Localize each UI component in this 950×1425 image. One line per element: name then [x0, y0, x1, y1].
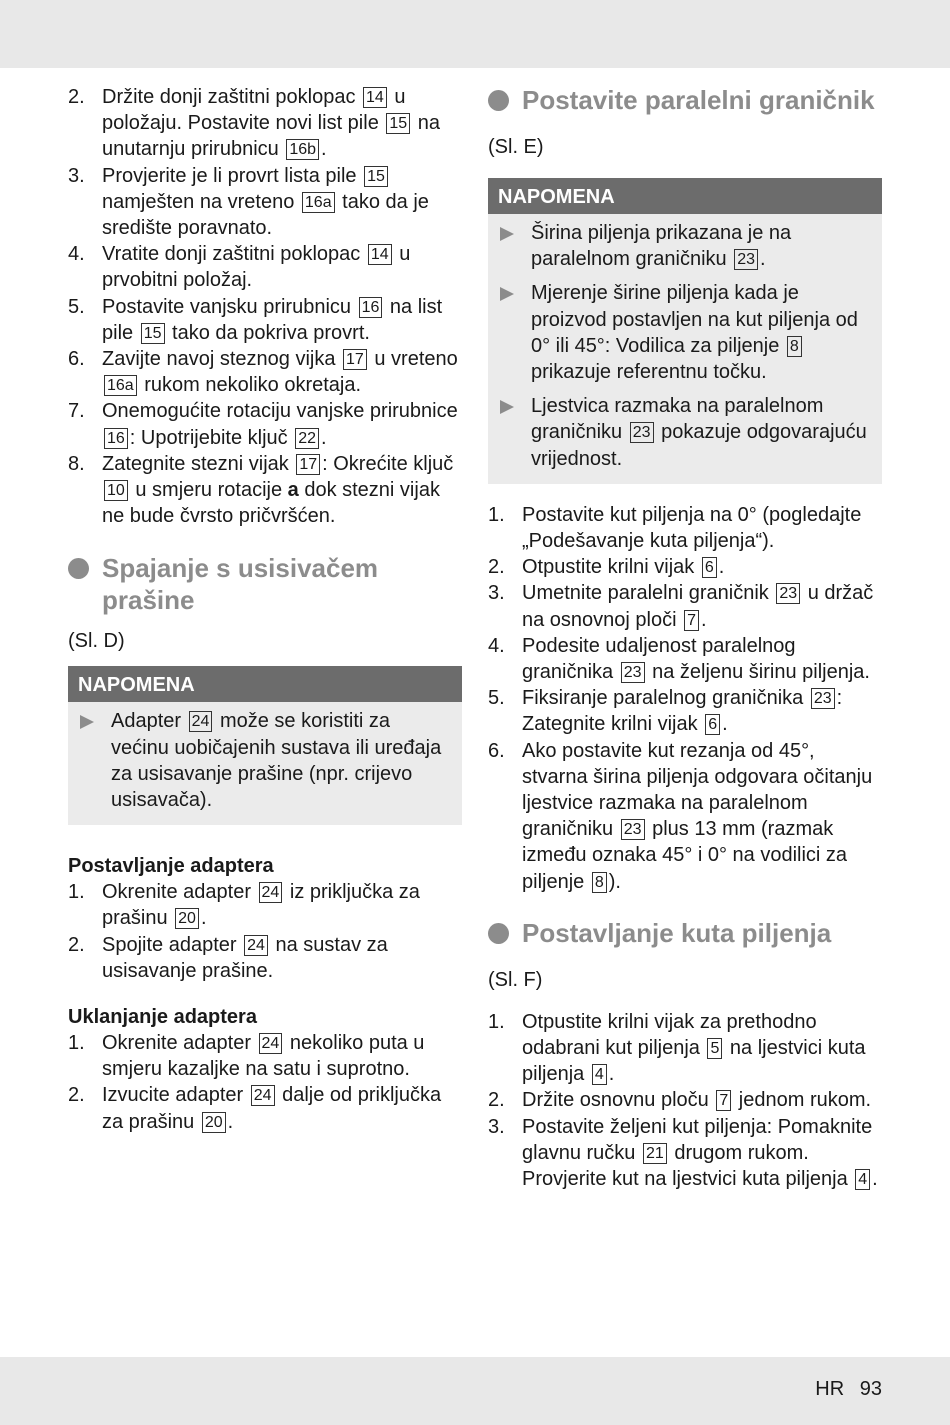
step-text: Otpustite krilni vijak za prethodno odabrani kut piljenja 5 na ljestvici kuta piljenja 4 .: [522, 1010, 866, 1086]
reference-number-box: 8: [787, 336, 802, 357]
list-item: [488, 738, 882, 895]
list-item: [68, 932, 462, 984]
bevel-angle-steps: [488, 1009, 882, 1192]
step-number: 6.: [68, 348, 85, 371]
step-text: Izvucite adapter 24 dalje od priključka za prašinu 20 .: [102, 1084, 442, 1133]
parallel-guide-steps: [488, 502, 882, 895]
reference-number-box: 24: [189, 711, 213, 732]
step-text: Zategnite stezni vijak 17 : Okrećite ključ 10 u smjeru rotacije a dok stezni vijak ne bude čvrsto pričvršćen.: [102, 452, 454, 528]
note-box: [68, 666, 462, 825]
note-text: Ljestvica razmaka na paralelnom graničniku 23 pokazuje odgovarajuću vrijednost.: [531, 395, 867, 470]
step-number: 1.: [488, 503, 505, 526]
step-text: Postavite željeni kut piljenja: Pomaknite glavnu ručku 21 drugom rukom. Provjerite kut na ljestvici kuta piljenja 4 .: [522, 1115, 878, 1191]
reference-number-box: 22: [295, 428, 319, 449]
step-text: Umetnite paralelni graničnik 23 u držač na osnovnoj ploči 7 .: [522, 582, 874, 631]
step-text: Držite donji zaštitni poklopac 14 u položaju. Postavite novi list pile 15 na unutarnju prirubnicu 16b .: [102, 86, 440, 161]
reference-number-box: 7: [716, 1090, 731, 1111]
reference-number-box: 21: [643, 1143, 667, 1164]
step-number: 1.: [68, 1032, 85, 1055]
list-item: [488, 554, 882, 580]
step-number: 1.: [488, 1010, 505, 1033]
attach-adapter-steps: [68, 879, 462, 984]
reference-number-box: 24: [244, 935, 268, 956]
step-text: Vratite donji zaštitni poklopac 14 u prvobitni položaj.: [102, 243, 411, 292]
step-number: 2.: [68, 933, 85, 956]
reference-number-box: 15: [141, 323, 165, 344]
note-text: Mjerenje širine piljenja kada je proizvod postavljen na kut piljenja od 0° ili 45°: Vodilica za piljenje 8 prikazuje referentnu točku.: [531, 282, 858, 384]
reference-number-box: 15: [364, 166, 388, 187]
step-number: 2.: [488, 1089, 505, 1112]
step-number: 6.: [488, 739, 505, 762]
reference-number-box: 14: [363, 87, 387, 108]
note-list: [488, 214, 882, 484]
reference-number-box: 20: [175, 908, 199, 929]
section-title-parallel-guide: Postavite paralelni graničnik: [488, 84, 882, 116]
reference-number-box: 20: [202, 1112, 226, 1133]
section-title-dust-extraction: Spajanje s usisivačem prašine: [68, 552, 462, 616]
step-text: Zavijte navoj steznog vijka 17 u vreteno 16a rukom nekoliko okretaja.: [102, 348, 458, 397]
step-number: 3.: [488, 1115, 505, 1138]
list-item: [68, 241, 462, 293]
note-item: [498, 220, 872, 272]
reference-number-box: 4: [592, 1064, 607, 1085]
list-item: [488, 580, 882, 632]
figure-reference: (Sl. D): [68, 630, 125, 653]
note-list: [68, 702, 462, 825]
step-number: 2.: [68, 86, 85, 108]
reference-number-box: 16a: [302, 192, 335, 213]
step-number: 2.: [488, 556, 505, 579]
reference-number-box: 4: [855, 1169, 870, 1190]
list-item: [68, 346, 462, 398]
reference-number-box: 6: [702, 557, 717, 578]
reference-number-box: 15: [386, 113, 410, 134]
note-text: Širina piljenja prikazana je na paralelnom graničniku 23 .: [531, 222, 792, 271]
language-code: HR: [815, 1378, 845, 1400]
step-number: 3.: [488, 582, 505, 605]
reference-number-box: 24: [259, 1033, 283, 1054]
step-number: 2.: [68, 1084, 85, 1107]
left-column: [68, 84, 462, 1135]
step-text: Okrenite adapter 24 iz priključka za prašinu 20 .: [102, 881, 420, 930]
step-text: Ako postavite kut rezanja od 45°, stvarna širina piljenja odgovara očitanju ljestvice razmaka na paralelnom graničniku 23 plus 13 mm (razmak između oznaka 45° i 0° na vodilici za piljenje 8 ).: [522, 739, 873, 893]
list-item: [68, 1082, 462, 1134]
list-item: [68, 163, 462, 242]
list-item: [488, 1114, 882, 1193]
note-item: [78, 708, 452, 813]
reference-number-box: 16b: [286, 139, 319, 160]
triangle-bullet-icon: [500, 287, 514, 301]
page-number: 93: [859, 1378, 882, 1400]
list-item: [488, 685, 882, 737]
figure-reference: (Sl. E): [488, 136, 544, 158]
reference-number-box: 23: [621, 662, 645, 683]
step-text: Držite osnovnu ploču 7 jednom rukom.: [522, 1089, 872, 1112]
reference-number-box: 14: [368, 244, 392, 265]
triangle-bullet-icon: [500, 227, 514, 241]
step-text: Postavite kut piljenja na 0° (pogledajte „Podešavanje kuta piljenja“).: [522, 503, 862, 553]
step-text: Spojite adapter 24 na sustav za usisavanje prašine.: [102, 933, 388, 982]
note-text: Adapter 24 može se koristiti za većinu uobičajenih sustava ili uređaja za usisavanje prašine (npr. crijevo usisavača).: [111, 710, 442, 812]
note-item: [498, 280, 872, 385]
reference-number-box: 23: [621, 819, 645, 840]
bullet-circle-icon: [68, 558, 89, 579]
step-text: Okrenite adapter 24 nekoliko puta u smjeru kazaljke na satu i suprotno.: [102, 1032, 425, 1081]
list-item: [488, 1009, 882, 1088]
step-number: 8.: [68, 452, 85, 475]
step-text: Provjerite je li provrt lista pile 15 namješten na vreteno 16a tako da je središte poravnato.: [102, 164, 429, 240]
note-heading: NAPOMENA: [68, 666, 462, 702]
step-text: Onemogućite rotaciju vanjske prirubnice 16 : Upotrijebite ključ 22 .: [102, 400, 458, 449]
reference-number-box: 10: [104, 480, 128, 501]
reference-number-box: 5: [707, 1038, 722, 1059]
reference-number-box: 6: [705, 714, 720, 735]
step-text: Fiksiranje paralelnog graničnika 23 : Zategnite krilni vijak 6 .: [522, 687, 843, 736]
header-band: [0, 0, 950, 68]
list-item: [488, 633, 882, 685]
step-text: Postavite vanjsku prirubnicu 16 na list pile 15 tako da pokriva provrt.: [102, 295, 443, 344]
reference-number-box: 24: [251, 1085, 275, 1106]
blade-install-steps: [68, 84, 462, 529]
bullet-circle-icon: [488, 90, 509, 111]
list-item: [68, 879, 462, 931]
reference-number-box: 16: [104, 428, 128, 449]
triangle-bullet-icon: [80, 715, 94, 729]
list-item: [68, 84, 462, 163]
reference-number-box: 16: [359, 297, 383, 318]
subheading-attach-adapter: Postavljanje adaptera: [68, 855, 274, 878]
step-text: Otpustite krilni vijak 6 .: [522, 556, 725, 579]
step-number: 4.: [488, 634, 505, 657]
step-number: 1.: [68, 881, 85, 904]
reference-number-box: 23: [811, 688, 835, 709]
note-item: [498, 393, 872, 472]
figure-reference: (Sl. F): [488, 968, 543, 991]
subheading-remove-adapter: Uklanjanje adaptera: [68, 1006, 257, 1029]
reference-number-box: 23: [776, 583, 800, 604]
reference-number-box: 17: [343, 349, 367, 370]
step-number: 4.: [68, 243, 85, 266]
reference-number-box: 16a: [104, 375, 137, 396]
list-item: [488, 1087, 882, 1113]
section-title-bevel-angle: Postavljanje kuta piljenja: [488, 917, 882, 949]
reference-number-box: 23: [734, 249, 758, 270]
right-column: [488, 84, 882, 1192]
step-number: 5.: [68, 295, 85, 318]
reference-number-box: 17: [296, 454, 320, 475]
remove-adapter-steps: [68, 1030, 462, 1135]
reference-number-box: 7: [684, 610, 699, 631]
note-box: [488, 178, 882, 484]
step-text: Podesite udaljenost paralelnog graničnika 23 na željenu širinu piljenja.: [522, 634, 870, 684]
note-heading: NAPOMENA: [488, 178, 882, 214]
list-item: [68, 451, 462, 530]
step-number: 3.: [68, 164, 85, 187]
list-item: [68, 398, 462, 450]
list-item: [488, 502, 882, 554]
reference-number-box: 23: [630, 422, 654, 443]
step-number: 5.: [488, 687, 505, 710]
reference-number-box: 24: [259, 882, 283, 903]
triangle-bullet-icon: [500, 400, 514, 414]
bullet-circle-icon: [488, 923, 509, 944]
reference-number-box: 8: [592, 872, 607, 893]
page-footer: [805, 1378, 882, 1401]
step-number: 7.: [68, 400, 85, 423]
list-item: [68, 294, 462, 346]
list-item: [68, 1030, 462, 1082]
